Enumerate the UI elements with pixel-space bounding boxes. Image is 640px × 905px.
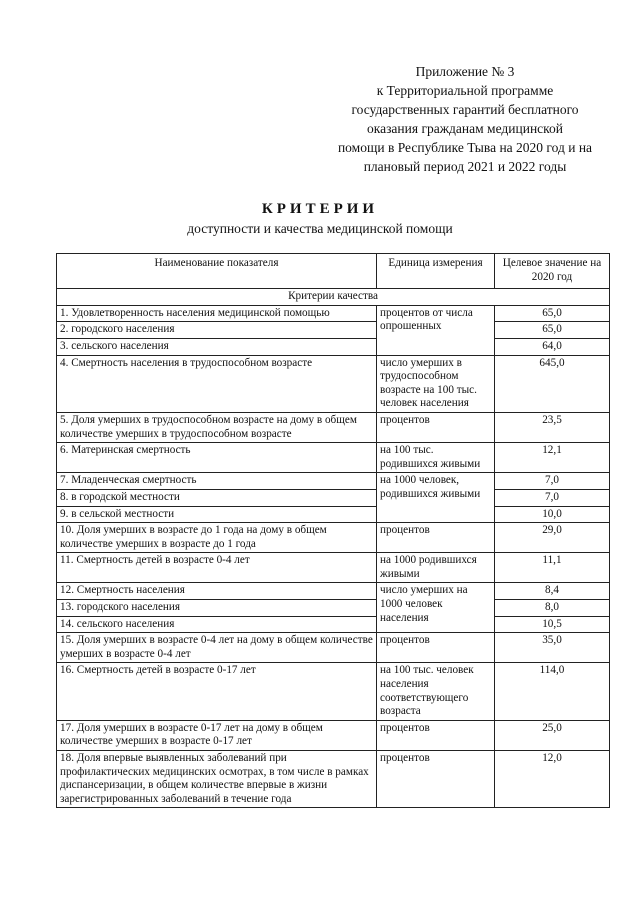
table-row: [57, 305, 610, 322]
indicator-name: 18. Доля впервые выявленных заболеваний при профилактических медицинских осмотрах, в том числе в рамках диспансеризации, в общем количестве впервые в жизни зарегистрированных заболеваний в течение года: [57, 751, 377, 808]
indicator-name: 11. Смертность детей в возрасте 0-4 лет: [57, 553, 377, 583]
indicator-value: 65,0: [495, 322, 610, 339]
indicator-unit: процентов: [377, 523, 495, 553]
indicator-value: 12,0: [495, 751, 610, 808]
indicator-unit: процентов от числа опрошенных: [377, 305, 495, 355]
indicator-name: 5. Доля умерших в трудоспособном возрасте на дому в общем количестве умерших в трудоспособном возрасте: [57, 412, 377, 442]
indicator-value: 114,0: [495, 663, 610, 720]
document-title: КРИТЕРИИ: [261, 201, 379, 217]
header-name: Наименование показателя: [57, 254, 377, 289]
indicator-name: 6. Материнская смертность: [57, 443, 377, 473]
table-row: [57, 583, 610, 600]
indicator-value: 10,5: [495, 616, 610, 633]
indicator-name: 4. Смертность населения в трудоспособном возрасте: [57, 355, 377, 412]
criteria-table: [56, 253, 610, 808]
table-row: [57, 443, 610, 473]
table-row: [57, 633, 610, 663]
indicator-value: 8,0: [495, 600, 610, 617]
indicator-name: 9. в сельской местности: [57, 506, 377, 523]
table-row: [57, 720, 610, 750]
indicator-unit: процентов: [377, 412, 495, 442]
table-row: [57, 489, 610, 506]
header-unit: Единица измерения: [377, 254, 495, 289]
indicator-value: 645,0: [495, 355, 610, 412]
section-row: [57, 289, 610, 306]
appendix-line: государственных гарантий бесплатного: [351, 102, 579, 117]
indicator-value: 65,0: [495, 305, 610, 322]
indicator-name: 1. Удовлетворенность населения медицинской помощью: [57, 305, 377, 322]
indicator-name: 13. городского населения: [57, 600, 377, 617]
indicator-unit: процентов: [377, 720, 495, 750]
appendix-line: Приложение № 3: [415, 64, 515, 79]
indicator-value: 11,1: [495, 553, 610, 583]
indicator-name: 15. Доля умерших в возрасте 0-4 лет на дому в общем количестве умерших в возрасте 0-4 лет: [57, 633, 377, 663]
indicator-value: 64,0: [495, 338, 610, 355]
appendix-line: помощи в Республике Тыва на 2020 год и на: [337, 140, 593, 155]
appendix-header: [300, 62, 630, 176]
indicator-value: 35,0: [495, 633, 610, 663]
indicator-name: 2. городского населения: [57, 322, 377, 339]
table-row: [57, 412, 610, 442]
indicator-unit: число умерших в трудоспособном возрасте на 100 тыс. человек населения: [377, 355, 495, 412]
table-row: [57, 322, 610, 339]
indicator-name: 10. Доля умерших в возрасте до 1 года на дому в общем количестве умерших в возрасте до 1 года: [57, 523, 377, 553]
indicator-value: 10,0: [495, 506, 610, 523]
indicator-name: 8. в городской местности: [57, 489, 377, 506]
document-subtitle: доступности и качества медицинской помощи: [187, 221, 453, 236]
indicator-name: 14. сельского населения: [57, 616, 377, 633]
indicator-value: 7,0: [495, 473, 610, 490]
indicator-unit: процентов: [377, 633, 495, 663]
indicator-value: 7,0: [495, 489, 610, 506]
table-row: [57, 751, 610, 808]
indicator-value: 8,4: [495, 583, 610, 600]
indicator-value: 25,0: [495, 720, 610, 750]
table-row: [57, 523, 610, 553]
appendix-line: плановый период 2021 и 2022 годы: [363, 159, 567, 174]
indicator-name: 7. Младенческая смертность: [57, 473, 377, 490]
indicator-unit: на 100 тыс. родившихся живыми: [377, 443, 495, 473]
section-title: Критерии качества: [57, 289, 610, 306]
appendix-line: к Территориальной программе: [376, 83, 554, 98]
appendix-line: оказания гражданам медицинской: [366, 121, 564, 136]
table-header-row: [57, 254, 610, 289]
table-row: [57, 506, 610, 523]
indicator-value: 29,0: [495, 523, 610, 553]
indicator-value: 23,5: [495, 412, 610, 442]
header-target: Целевое значение на 2020 год: [495, 254, 610, 289]
table-row: [57, 553, 610, 583]
table-row: [57, 663, 610, 720]
indicator-value: 12,1: [495, 443, 610, 473]
indicator-name: 3. сельского населения: [57, 338, 377, 355]
table-row: [57, 600, 610, 617]
table-row: [57, 338, 610, 355]
table-row: [57, 473, 610, 490]
indicator-name: 12. Смертность населения: [57, 583, 377, 600]
table-row: [57, 616, 610, 633]
indicator-name: 17. Доля умерших в возрасте 0-17 лет на дому в общем количестве умерших в возрасте 0-17 лет: [57, 720, 377, 750]
indicator-unit: на 1000 человек, родившихся живыми: [377, 473, 495, 523]
table-row: [57, 355, 610, 412]
indicator-unit: процентов: [377, 751, 495, 808]
indicator-unit: на 1000 родившихся живыми: [377, 553, 495, 583]
indicator-unit: на 100 тыс. человек населения соответствующего возраста: [377, 663, 495, 720]
indicator-name: 16. Смертность детей в возрасте 0-17 лет: [57, 663, 377, 720]
indicator-unit: число умерших на 1000 человек населения: [377, 583, 495, 633]
